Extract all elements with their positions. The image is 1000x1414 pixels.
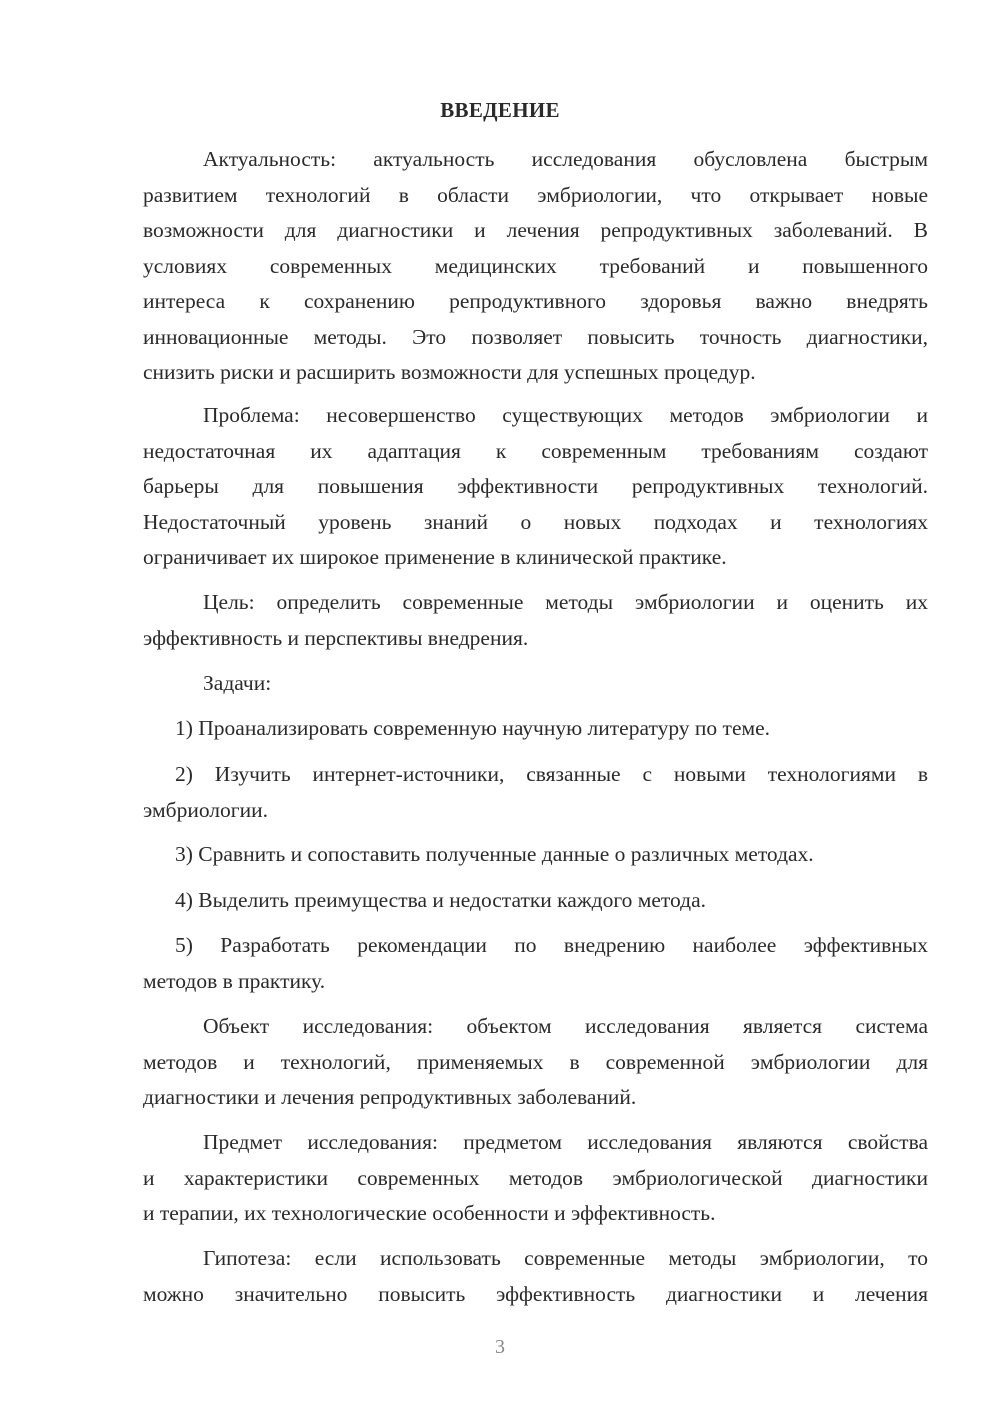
text-line: методов в практику.: [143, 968, 326, 993]
paragraph-hypothesis: [143, 1241, 928, 1312]
list-item-task-3: [143, 837, 928, 873]
text-line: Задачи:: [203, 671, 272, 695]
page-number: 3: [495, 1336, 505, 1358]
text-line: Проблема: несовершенство существующих методов эмбриологии и: [203, 403, 928, 427]
text-line: эффективность и перспективы внедрения.: [143, 625, 529, 650]
list-item-task-5: [143, 928, 928, 999]
text-line: условиях современных медицинских требований и повышенного: [143, 253, 928, 278]
text-line: барьеры для повышения эффективности репродуктивных технологий.: [143, 474, 928, 498]
text-line: и терапии, их технологические особенности и эффективность.: [143, 1201, 716, 1225]
text-line: Предмет исследования: предметом исследования являются свойства: [203, 1130, 928, 1154]
text-line: возможности для диагностики и лечения репродуктивных заболеваний. В: [143, 218, 928, 242]
text-line: 4) Выделить преимущества и недостатки каждого метода.: [175, 888, 707, 912]
paragraph-problem: [143, 398, 928, 576]
text-line: эмбриологии.: [143, 797, 268, 822]
text-line: Недостаточный уровень знаний о новых подходах и технологиях: [143, 509, 928, 534]
text-line: методов и технологий, применяемых в современной эмбриологии для: [143, 1049, 928, 1074]
text-line: Гипотеза: если использовать современные методы эмбриологии, то: [203, 1246, 928, 1270]
text-line: инновационные методы. Это позволяет повысить точность диагностики,: [143, 324, 928, 349]
text-line: 3) Сравнить и сопоставить полученные данные о различных методах.: [175, 842, 814, 866]
text-line: диагностики и лечения репродуктивных заболеваний.: [143, 1085, 637, 1109]
text-line: Объект исследования: объектом исследования является система: [203, 1014, 928, 1038]
text-line: Актуальность: актуальность исследования обусловлена быстрым: [203, 147, 928, 171]
list-item-task-1: [143, 711, 928, 747]
text-line: недостаточная их адаптация к современным требованиям создают: [143, 438, 928, 463]
paragraph-goal: [143, 585, 928, 656]
text-line: снизить риски и расширить возможности для успешных процедур.: [143, 360, 756, 384]
paragraph-relevance: [143, 142, 928, 391]
text-line: развитием технологий в области эмбриологии, что открывает новые: [143, 182, 928, 207]
section-heading: ВВЕДЕНИЕ: [440, 98, 560, 122]
text-line: 2) Изучить интернет-источники, связанные с новыми технологиями в: [175, 762, 928, 786]
text-line: и характеристики современных методов эмбриологической диагностики: [143, 1165, 928, 1190]
text-line: 5) Разработать рекомендации по внедрению наиболее эффективных: [175, 933, 928, 957]
text-line: 1) Проанализировать современную научную литературу по теме.: [175, 716, 771, 740]
list-item-task-4: [143, 883, 928, 919]
list-item-task-2: [143, 757, 928, 828]
paragraph-subject: [143, 1125, 928, 1232]
paragraph-tasks-heading: [143, 666, 928, 702]
text-line: ограничивает их широкое применение в клинической практике.: [143, 545, 727, 569]
text-line: можно значительно повысить эффективность диагностики и лечения: [143, 1281, 928, 1306]
paragraph-object: [143, 1009, 928, 1116]
text-line: Цель: определить современные методы эмбриологии и оценить их: [203, 590, 928, 614]
text-line: интереса к сохранению репродуктивного здоровья важно внедрять: [143, 289, 928, 313]
